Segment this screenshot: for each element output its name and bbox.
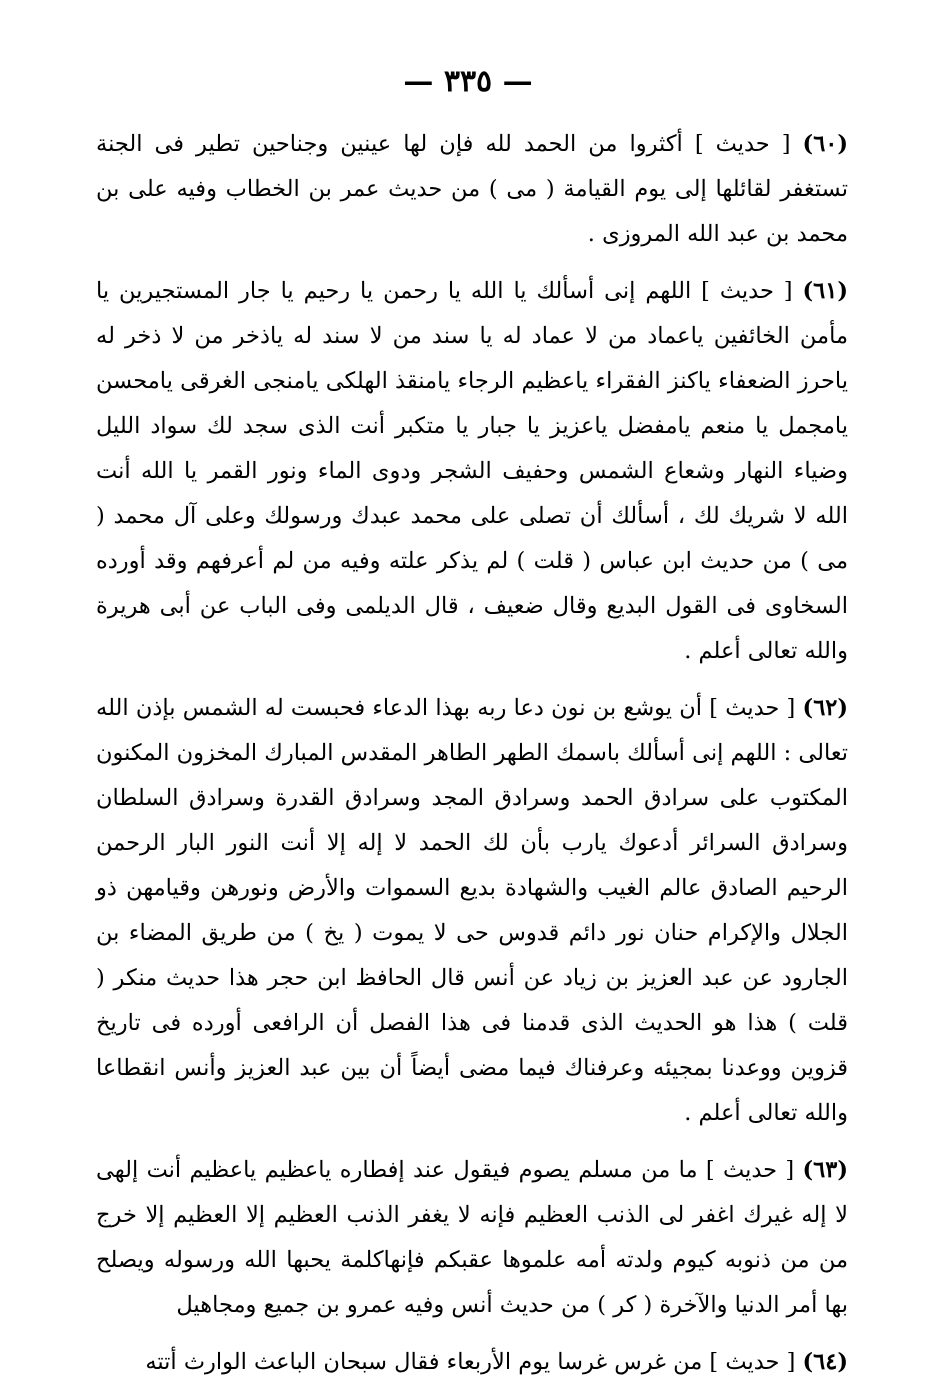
hadith-number: (٦٣) xyxy=(802,1157,848,1183)
hadith-text: [ حديث ] من غرس غرسا يوم الأربعاء فقال سبحان الباعث الوارث أتته xyxy=(145,1349,796,1375)
hadith-number: (٦٤) xyxy=(802,1349,848,1375)
page-number: — ٣٣٥ — xyxy=(403,64,533,99)
hadith-paragraph-60 xyxy=(96,122,848,257)
hadith-paragraph-62 xyxy=(96,686,848,1136)
hadith-text: [ حديث ] أكثروا من الحمد لله فإن لها عينين وجناحين تطير فى الجنة تستغفر لقائلها إلى يوم القيامة ( مى ) من حديث عمر بن الخطاب وفيه على بن محمد بن عبد الله المروزى . xyxy=(96,131,848,247)
text-body xyxy=(96,122,848,1397)
hadith-number: (٦٢) xyxy=(802,695,849,721)
hadith-number: (٦١) xyxy=(802,278,848,304)
hadith-text: [ حديث ] أن يوشع بن نون دعا ربه بهذا الدعاء فحبست له الشمس بإذن الله تعالى : اللهم إنى أسألك باسمك الطهر الطاهر المقدس المبارك المخزون المكنون المكتوب على سرادق الحمد وسرادق المجد وسرادق القدرة وسرادق السلطان وسرادق السرائر أدعوك يارب بأن لك الحمد لا إله إلا أنت النور البار الرحمن الرحيم الصادق عالم الغيب والشهادة بديع السموات والأرض ونورهن وقيامهن ذو الجلال والإكرام حنان نور دائم قدوس حى لا يموت ( يخ ) من طريق المضاء بن الجارود عن عبد العزيز بن زياد عن أنس قال الحافظ ابن حجر هذا حديث منكر ( قلت ) هذا هو الحديث الذى قدمنا فى هذا الفصل أن الرافعى أورده فى تاريخ قزوين ووعدنا بمجيئه وعرفناك فيما مضى أيضاً أن بين عبد العزيز وأنس انقطاعا والله تعالى أعلم . xyxy=(96,695,848,1126)
hadith-number: (٦٠) xyxy=(802,131,849,157)
hadith-text: [ حديث ] اللهم إنى أسألك يا الله يا رحمن يا رحيم يا جار المستجيرين يا مأمن الخائفين ياعماد من لا عماد له يا سند من لا سند له ياذخر من لا ذخر له ياحرز الضعفاء ياكنز الفقراء ياعظيم الرجاء يامنقذ الهلكى يامنجى الغرقى يامحسن يامجمل يا منعم يامفضل ياعزيز يا جبار يا متكبر أنت الذى سجد لك سواد الليل وضياء النهار وشعاع الشمس وحفيف الشجر ودوى الماء ونور القمر يا الله أنت الله لا شريك لك ، أسألك أن تصلى على محمد عبدك ورسولك وعلى آل محمد ( مى ) من حديث ابن عباس ( قلت ) لم يذكر علته وفيه من لم أعرفهم وقد أورده السخاوى فى القول البديع وقال ضعيف ، قال الديلمى وفى الباب عن أبى هريرة والله تعالى أعلم . xyxy=(96,278,848,664)
hadith-paragraph-64 xyxy=(96,1340,848,1385)
hadith-paragraph-61 xyxy=(96,269,848,674)
hadith-paragraph-63 xyxy=(96,1148,848,1328)
hadith-text: [ حديث ] ما من مسلم يصوم فيقول عند إفطاره ياعظيم ياعظيم أنت إلهى لا إله غيرك اغفر لى الذنب العظيم فإنه لا يغفر الذنب العظيم إلا العظيم إلا خرج من من ذنوبه كيوم ولدته أمه علموها عقبكم فإنهاكلمة يحبها الله ورسوله ويصلح بها أمر الدنيا والآخرة ( كر ) من حديث أنس وفيه عمرو بن جميع ومجاهيل xyxy=(96,1157,848,1318)
